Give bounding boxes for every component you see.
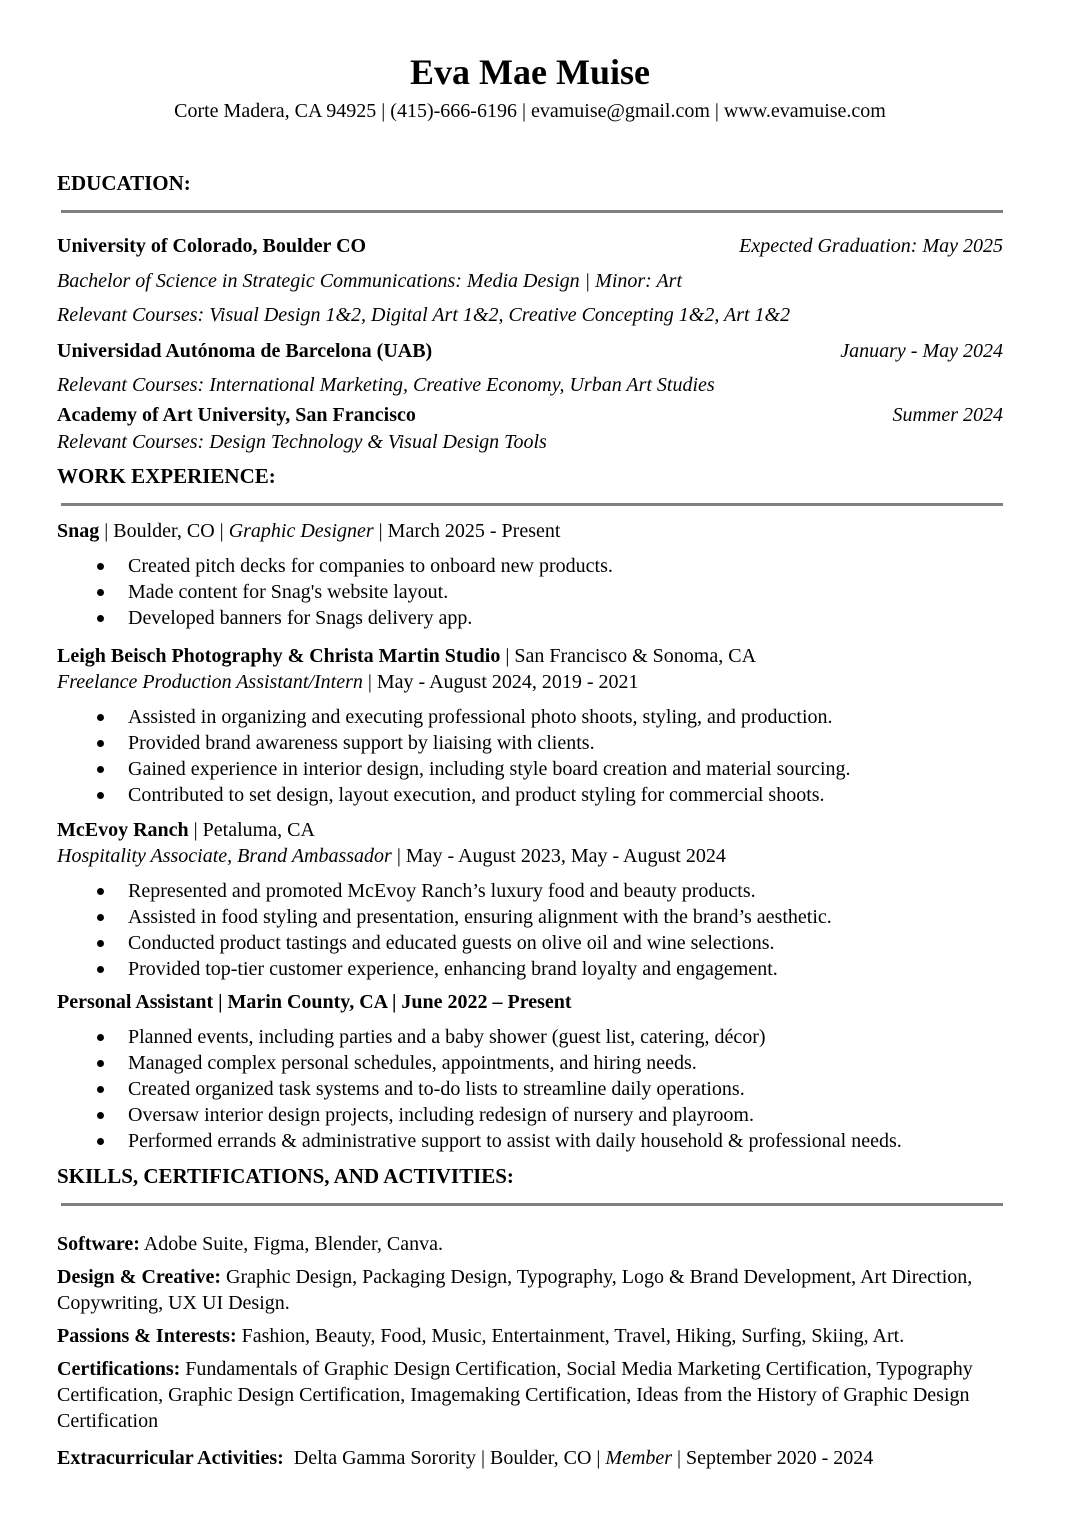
bullet-icon [97, 766, 104, 773]
job-location: | San Francisco & Sonoma, CA [500, 645, 757, 667]
bullet-item [57, 1024, 1003, 1050]
job-location: | Boulder, CO | [99, 520, 229, 542]
bullet-icon [97, 966, 104, 973]
bullet-icon [97, 1112, 104, 1119]
extracurricular-label: Extracurricular Activities: [57, 1447, 284, 1469]
job-bullet-list [57, 704, 1003, 808]
job-title: Freelance Production Assistant/Intern [57, 671, 363, 693]
bullet-text: Assisted in organizing and executing professional photo shoots, styling, and production. [128, 706, 833, 728]
bullet-item [57, 704, 1003, 730]
bullet-text: Created organized task systems and to-do lists to streamline daily operations. [128, 1078, 745, 1100]
bullet-text: Oversaw interior design projects, including redesign of nursery and playroom. [128, 1104, 754, 1126]
software-line [57, 1231, 1003, 1257]
school-name: University of Colorado, Boulder CO [57, 235, 367, 257]
bullet-item [57, 878, 1003, 904]
bullet-item [57, 1102, 1003, 1128]
bullet-text: Performed errands & administrative support to assist with daily household & professional needs. [128, 1130, 902, 1152]
courses-line: Relevant Courses: International Marketing, Creative Economy, Urban Art Studies [57, 374, 715, 396]
certifications-line [57, 1356, 1003, 1434]
job-dates: | March 2025 - Present [373, 520, 561, 542]
certifications-text: Fundamentals of Graphic Design Certification, Social Media Marketing Certification, Typography Certification, Graphic Design Certification, Imagemaking Certification, Ideas from the History of Graphic Design Certification [57, 1358, 973, 1432]
bullet-item [57, 782, 1003, 808]
school-name: Academy of Art University, San Francisco [57, 404, 416, 426]
bullet-icon [97, 792, 104, 799]
education-date: Expected Graduation: May 2025 [739, 235, 1003, 257]
company-name: Leigh Beisch Photography & Christa Martin Studio [57, 645, 501, 667]
courses-line: Relevant Courses: Visual Design 1&2, Digital Art 1&2, Creative Concepting 1&2, Art 1&2 [57, 304, 791, 326]
job-dates: | May - August 2023, May - August 2024 [391, 845, 726, 867]
bullet-text: Developed banners for Snags delivery app. [128, 607, 473, 629]
member-role: Member [605, 1447, 673, 1469]
skills-section [57, 1163, 1003, 1471]
bullet-icon [97, 563, 104, 570]
bullet-text: Planned events, including parties and a baby shower (guest list, catering, décor) [128, 1026, 766, 1048]
education-entry-row [57, 233, 1003, 260]
bullet-text: Provided top-tier customer experience, enhancing brand loyalty and engagement. [128, 958, 778, 980]
job-dates: | May - August 2024, 2019 - 2021 [362, 671, 639, 693]
bullet-item [57, 605, 1003, 631]
bullet-icon [97, 589, 104, 596]
work-experience-section [57, 463, 1003, 1154]
extracurricular-line [57, 1445, 1003, 1471]
bullet-item [57, 553, 1003, 579]
education-entry-row [57, 338, 1003, 365]
bullet-text: Contributed to set design, layout execution, and product styling for commercial shoots. [128, 784, 825, 806]
design-creative-line [57, 1264, 1003, 1316]
software-label: Software: [57, 1233, 140, 1255]
bullet-item [57, 579, 1003, 605]
passions-line [57, 1323, 1003, 1349]
certifications-label: Certifications: [57, 1358, 181, 1380]
bullet-item [57, 1076, 1003, 1102]
section-divider [61, 503, 1003, 506]
job-header [57, 643, 1003, 695]
person-name: Eva Mae Muise [410, 52, 650, 92]
job-bullet-list [57, 878, 1003, 982]
bullet-item [57, 730, 1003, 756]
job-header [57, 518, 1003, 544]
passions-text: Fashion, Beauty, Food, Music, Entertainment, Travel, Hiking, Surfing, Skiing, Art. [236, 1325, 905, 1347]
bullet-icon [97, 1138, 104, 1145]
bullet-icon [97, 914, 104, 921]
bullet-text: Conducted product tastings and educated guests on olive oil and wine selections. [128, 932, 775, 954]
bullet-text: Managed complex personal schedules, appointments, and hiring needs. [128, 1052, 697, 1074]
education-section [57, 170, 1003, 456]
bullet-item [57, 1128, 1003, 1154]
bullet-text: Provided brand awareness support by liaising with clients. [128, 732, 595, 754]
bullet-item [57, 930, 1003, 956]
education-date: January - May 2024 [840, 340, 1003, 362]
bullet-icon [97, 714, 104, 721]
design-creative-text: Graphic Design, Packaging Design, Typography, Logo & Brand Development, Art Direction, Copywriting, UX UI Design. [57, 1266, 973, 1314]
bullet-item [57, 904, 1003, 930]
contact-line: Corte Madera, CA 94925 | (415)-666-6196 | evamuise@gmail.com | www.evamuise.com [174, 100, 886, 122]
education-entry-row [57, 402, 1003, 429]
education-date: Summer 2024 [892, 404, 1003, 426]
bullet-item [57, 956, 1003, 982]
section-divider [61, 1203, 1003, 1206]
bullet-icon [97, 940, 104, 947]
software-text: Adobe Suite, Figma, Blender, Canva. [139, 1233, 443, 1255]
degree-line: Bachelor of Science in Strategic Communications: Media Design | Minor: Art [57, 270, 683, 292]
bullet-item [57, 756, 1003, 782]
courses-line: Relevant Courses: Design Technology & Visual Design Tools [57, 431, 547, 453]
school-name: Universidad Autónoma de Barcelona (UAB) [57, 340, 433, 362]
job-bullet-list [57, 1024, 1003, 1154]
bullet-icon [97, 1060, 104, 1067]
bullet-text: Made content for Snag's website layout. [128, 581, 449, 603]
job-header [57, 817, 1003, 869]
section-divider [61, 210, 1003, 213]
extracurricular-dates: | September 2020 - 2024 [672, 1447, 874, 1469]
bullet-text: Gained experience in interior design, including style board creation and material sourcing. [128, 758, 851, 780]
company-name: Snag [57, 520, 100, 542]
bullet-icon [97, 1086, 104, 1093]
bullet-icon [97, 615, 104, 622]
resume-header [57, 52, 1003, 124]
bullet-icon [97, 1034, 104, 1041]
education-heading: EDUCATION: [57, 171, 191, 195]
company-name: McEvoy Ranch [57, 819, 189, 841]
extracurricular-text: Delta Gamma Sorority | Boulder, CO | [283, 1447, 606, 1469]
passions-label: Passions & Interests: [57, 1325, 237, 1347]
bullet-icon [97, 740, 104, 747]
bullet-text: Represented and promoted McEvoy Ranch’s luxury food and beauty products. [128, 880, 756, 902]
job-title: Graphic Designer [228, 520, 374, 542]
bullet-icon [97, 888, 104, 895]
bullet-text: Created pitch decks for companies to onboard new products. [128, 555, 613, 577]
design-creative-label: Design & Creative: [57, 1266, 222, 1288]
job-location: | Petaluma, CA [188, 819, 315, 841]
bullet-item [57, 1050, 1003, 1076]
job-bullet-list [57, 553, 1003, 631]
skills-heading: SKILLS, CERTIFICATIONS, AND ACTIVITIES: [57, 1164, 514, 1188]
job-title: Hospitality Associate, Brand Ambassador [57, 845, 392, 867]
work-experience-heading: WORK EXPERIENCE: [57, 464, 276, 488]
job-header: Personal Assistant | Marin County, CA | June 2022 – Present [57, 991, 572, 1013]
bullet-text: Assisted in food styling and presentation, ensuring alignment with the brand’s aesthetic. [128, 906, 832, 928]
